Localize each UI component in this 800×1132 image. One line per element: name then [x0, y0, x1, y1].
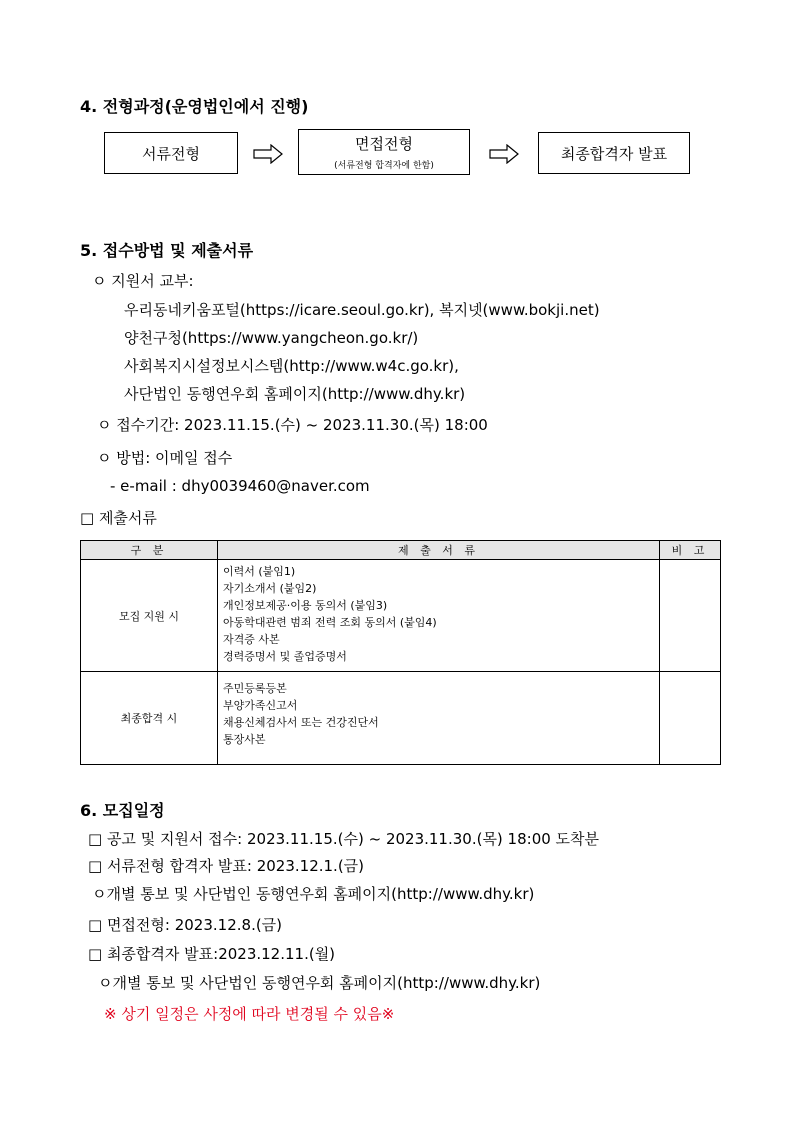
distribution-line: 사회복지시설정보시스템(http://www.w4c.go.kr),: [124, 357, 459, 375]
step-label: 서류전형: [142, 144, 200, 163]
schedule-line: □ 최종합격자 발표:2023.12.11.(월): [88, 945, 336, 963]
application-email: - e-mail : dhy0039460@naver.com: [110, 477, 370, 495]
distribution-label: ㅇ 지원서 교부:: [92, 272, 194, 290]
doc-item: 자기소개서 (붙임2): [223, 582, 317, 595]
step-document-screening: [104, 132, 238, 174]
table-header: 비 고: [660, 541, 721, 560]
doc-item: 채용신체검사서 또는 건강진단서: [223, 716, 379, 729]
step-interview: [298, 129, 470, 175]
table-row: [81, 560, 721, 672]
doc-item: 이력서 (붙임1): [223, 565, 296, 578]
table-note: [660, 672, 721, 765]
doc-item: 통장사본: [223, 733, 266, 746]
step-final-announcement: [538, 132, 690, 174]
section4-heading: 4. 전형과정(운영법인에서 진행): [80, 97, 309, 116]
doc-item: 주민등록등본: [223, 682, 287, 695]
doc-item: 개인정보제공·이용 동의서 (붙임3): [223, 599, 388, 612]
doc-item: 경력증명서 및 졸업증명서: [223, 650, 347, 663]
table-header: 제 출 서 류: [218, 541, 660, 560]
step-label: 면접전형: [355, 135, 413, 153]
table-row: [81, 672, 721, 765]
distribution-line: 사단법인 동행연우회 홈페이지(http://www.dhy.kr): [124, 385, 466, 403]
schedule-line: □ 공고 및 지원서 접수: 2023.11.15.(수) ~ 2023.11.30.(목) 18:00 도착분: [88, 830, 600, 848]
docs-heading: □ 제출서류: [80, 509, 157, 527]
distribution-line: 우리동네키움포털(https://icare.seoul.go.kr), 복지넷(www.bokji.net): [124, 301, 600, 319]
table-category: 모집 지원 시: [81, 560, 218, 672]
section5-heading: 5. 접수방법 및 제출서류: [80, 241, 254, 260]
doc-item: 아동학대관련 범죄 전력 조회 동의서 (붙임4): [223, 616, 437, 629]
table-docs: [218, 560, 660, 672]
table-header-row: [81, 541, 721, 560]
table-docs: [218, 672, 660, 765]
distribution-line: 양천구청(https://www.yangcheon.go.kr/): [124, 329, 419, 347]
application-method: ㅇ 방법: 이메일 접수: [97, 449, 233, 467]
section6-heading: 6. 모집일정: [80, 801, 165, 820]
schedule-line: □ 면접전형: 2023.12.8.(금): [88, 916, 283, 934]
schedule-line: ㅇ개별 통보 및 사단법인 동행연우회 홈페이지(http://www.dhy.kr): [98, 974, 541, 992]
table-header: 구 분: [81, 541, 218, 560]
right-arrow-icon: [253, 144, 283, 164]
step-label: 최종합격자 발표: [560, 144, 668, 163]
table-note: [660, 560, 721, 672]
step-note: (서류전형 합격자에 한함): [334, 161, 434, 171]
doc-item: 자격증 사본: [223, 633, 280, 646]
documents-table: [80, 540, 721, 765]
doc-item: 부양가족신고서: [223, 699, 298, 712]
right-arrow-icon: [489, 144, 519, 164]
schedule-line: ㅇ개별 통보 및 사단법인 동행연우회 홈페이지(http://www.dhy.kr): [92, 885, 535, 903]
application-period: ㅇ 접수기간: 2023.11.15.(수) ~ 2023.11.30.(목) 18:00: [97, 416, 488, 434]
schedule-line: □ 서류전형 합격자 발표: 2023.12.1.(금): [88, 857, 365, 875]
table-category: 최종합격 시: [81, 672, 218, 765]
schedule-notice: ※ 상기 일정은 사정에 따라 변경될 수 있음※: [104, 1005, 395, 1023]
